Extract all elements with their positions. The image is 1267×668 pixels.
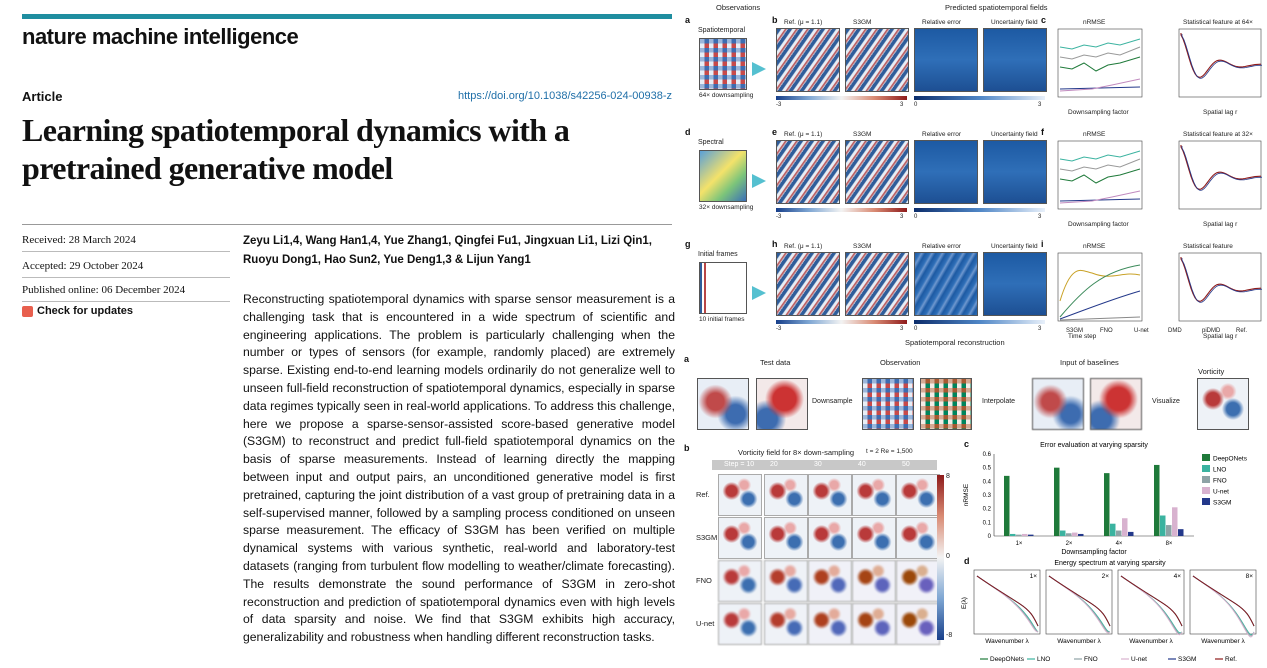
colorbar-tick: 0 [914, 102, 918, 108]
spectrum-xlabel: Wavenumber λ [1201, 638, 1245, 645]
colorbar-tick: 0 [914, 326, 918, 332]
field-panel [983, 252, 1047, 316]
arrow-visualize: Visualize [1152, 398, 1180, 405]
vorticity-cell [764, 474, 808, 516]
ref-stat-line [1181, 33, 1261, 77]
vorticity-cell [718, 517, 762, 559]
bar-chart-title: Error evaluation at varying sparsity [1040, 442, 1148, 449]
field-panel [914, 140, 978, 204]
observation-panel [699, 150, 747, 202]
spectrum-line [977, 576, 1038, 632]
vorticity-cell [808, 603, 852, 645]
step-label: Step = 10 [724, 461, 755, 468]
nrmse-title: nRMSE [1083, 131, 1106, 138]
spectrum-line [1049, 576, 1110, 626]
nrmse-title: nRMSE [1083, 19, 1106, 26]
cbar-tick-mid: 0 [946, 553, 950, 560]
fig2-letter-a: a [684, 354, 690, 364]
fig1-letter-e: e [772, 127, 778, 137]
legend-swatch [1202, 476, 1210, 483]
nrmse-series-line [1060, 317, 1140, 320]
colorbar-b [914, 208, 1045, 212]
stat-xlabel: Spatial lag r [1203, 109, 1238, 116]
spectrum-line [1121, 576, 1182, 626]
vorticity-cell [764, 517, 808, 559]
step-label: 20 [770, 461, 778, 468]
legend-item: Ref. [1236, 328, 1248, 334]
nrmse-series-line [1060, 270, 1140, 301]
vort-row-label: U-net [696, 619, 715, 628]
vorticity-cell [718, 603, 762, 645]
vorticity-cell [852, 474, 896, 516]
spectrum-panel-label: 1× [1029, 573, 1037, 580]
update-icon [22, 306, 33, 317]
field-panel-title: Ref. (μ = 1.1) [784, 131, 823, 138]
fig1-letter-c: c [1041, 15, 1047, 25]
bar [1178, 529, 1184, 536]
vorticity-cell [808, 517, 852, 559]
vorticity-cell [896, 603, 940, 645]
cbar-tick-bottom: -8 [946, 632, 953, 639]
x-tick-label: 2× [1065, 541, 1073, 547]
spectrum-line [1049, 576, 1110, 633]
fig1-header-right: Predicted spatiotemporal fields [945, 3, 1048, 12]
obs-label: Spatiotemporal [698, 27, 746, 34]
title-divider [22, 224, 672, 225]
stat-title: Statistical feature at 64× [1183, 19, 1253, 26]
bar [1028, 535, 1034, 536]
y-tick-label: 0.1 [982, 520, 991, 527]
nrmse-series-line [1060, 151, 1140, 161]
field-panel-title: Uncertainty field [991, 131, 1038, 138]
bar [1054, 468, 1060, 536]
field-panel [776, 252, 840, 316]
field-panel-title: Ref. (μ = 1.1) [784, 19, 823, 26]
fig1-letter-h: h [772, 239, 778, 249]
colorbar-tick: 3 [900, 102, 904, 108]
bar [1016, 535, 1022, 536]
bar [1154, 465, 1160, 536]
bar [1010, 534, 1016, 536]
bar [1060, 531, 1066, 536]
energy-spectrum-chart [960, 558, 1265, 666]
colorbar-tick: 3 [1038, 326, 1042, 332]
flow-arrow-icon [752, 286, 766, 300]
y-tick-label: 0.3 [982, 493, 991, 499]
cbar-tick-top: 8 [946, 473, 950, 480]
x-axis-label: Downsampling factor [1061, 549, 1127, 556]
spectrum-line [1193, 576, 1254, 635]
y-axis-label: nRMSE [963, 483, 970, 507]
step-label: 30 [814, 461, 822, 468]
spectrum-line [1049, 576, 1110, 626]
legend-item: FNO [1100, 328, 1113, 334]
observation-panel [699, 38, 747, 90]
y-tick-label: 0.2 [982, 506, 991, 513]
chart-xlabel: Downsampling factor [1068, 109, 1129, 116]
spectrum-line [977, 576, 1038, 632]
spectrum-line [1193, 576, 1254, 626]
author-list: Zeyu Li1,4, Wang Han1,4, Yue Zhang1, Qingfei Fu1, Jingxuan Li1, Lizi Qin1, Ruoyu Dong1, Hao Sun2, Yue Deng1,3 & Lijun Yang1 [243, 235, 652, 266]
chart-xlabel: Time step [1068, 333, 1097, 340]
spectrum-line [977, 576, 1038, 632]
legend-label: Ref. [1225, 656, 1237, 663]
chart-xlabel: Downsampling factor [1068, 221, 1129, 228]
spectrum-xlabel: Wavenumber λ [1129, 638, 1173, 645]
legend-label: S3GM [1178, 656, 1197, 663]
bar [1066, 533, 1072, 536]
obs-caption: 64× downsampling [699, 92, 754, 99]
field-panel-title: S3GM [853, 243, 872, 250]
legend-label: FNO [1213, 477, 1227, 485]
colorbar-tick: 3 [1038, 214, 1042, 220]
bar [1004, 476, 1010, 536]
nrmse-series-line [1060, 265, 1140, 317]
field-panel [983, 28, 1047, 92]
bar [1022, 534, 1028, 536]
flow-arrow-icon [752, 62, 766, 76]
y-tick-label: 0.5 [982, 465, 991, 472]
legend-label: LNO [1037, 656, 1051, 663]
spectrum-panel-label: 8× [1245, 573, 1253, 580]
vorticity-colorbar [937, 475, 944, 640]
spectrum-xlabel: Wavenumber λ [985, 638, 1029, 645]
check-updates-button[interactable] [22, 305, 133, 317]
flow-arrow-icon [752, 174, 766, 188]
vort-row-label: FNO [696, 576, 712, 585]
fig2-test-label: Test data [760, 358, 791, 367]
field-panel [845, 252, 909, 316]
test-u-field [697, 378, 749, 430]
bar [1122, 518, 1128, 536]
vorticity-cell [764, 603, 808, 645]
input-u-field [1032, 378, 1084, 430]
field-panel-title: S3GM [853, 19, 872, 26]
legend-label: S3GM [1213, 499, 1232, 507]
colorbar-tick: -3 [776, 214, 782, 220]
legend-label: DeepONets [990, 656, 1024, 663]
journal-name: nature machine intelligence [22, 24, 299, 49]
legend-swatch [1202, 498, 1210, 505]
spectrum-panel-label: 2× [1101, 573, 1109, 580]
statistical-feature-chart [1175, 251, 1263, 331]
fig2b-title: Vorticity field for 8× down-sampling [738, 448, 855, 457]
fig1-letter-f: f [1041, 127, 1044, 137]
statistical-feature-chart [1175, 27, 1263, 107]
ref-stat-line [1181, 257, 1261, 301]
obs-u-field [862, 378, 914, 430]
received-date: Received: 28 March 2024 [22, 229, 230, 252]
colorbar-b [914, 96, 1045, 100]
vorticity-cell [852, 603, 896, 645]
field-panel [776, 28, 840, 92]
legend-swatch [1202, 487, 1210, 494]
legend-label: U-net [1213, 488, 1229, 496]
step-label: 50 [902, 461, 910, 468]
accepted-date: Accepted: 29 October 2024 [22, 255, 230, 278]
ref-stat-line [1181, 145, 1261, 189]
obs-label: Spectral [698, 139, 724, 146]
colorbar-tick: 3 [900, 326, 904, 332]
doi-link[interactable]: https://doi.org/10.1038/s42256-024-00938-z [458, 90, 673, 102]
legend-item: DMD [1168, 328, 1182, 334]
x-tick-label: 1× [1015, 541, 1023, 547]
fig2b-subtitle: t = 2 Re = 1,500 [866, 448, 913, 455]
field-panel [983, 140, 1047, 204]
bar [1072, 533, 1078, 536]
field-panel-title: Relative error [922, 19, 962, 26]
nrmse-series-line [1060, 39, 1140, 49]
field-panel-title: Ref. (μ = 1.1) [784, 243, 823, 250]
chart-frame [1058, 253, 1142, 321]
fig2-letter-d: d [964, 556, 970, 566]
field-panel [914, 252, 978, 316]
bar [1172, 507, 1178, 536]
spectrum-line [1193, 576, 1254, 626]
spectrum-line [1121, 576, 1182, 634]
legend-item: piDMD [1202, 328, 1221, 334]
spectrum-line [1049, 576, 1110, 626]
bar [1116, 531, 1122, 536]
field-panel-title: Relative error [922, 243, 962, 250]
legend-item: U-net [1134, 328, 1149, 334]
vort-row-label: Ref. [696, 490, 710, 499]
spectrum-line [1121, 576, 1182, 635]
vorticity-cell [852, 560, 896, 602]
published-date: Published online: 06 December 2024 [22, 279, 230, 302]
fig1-letter-d: d [685, 127, 691, 137]
fig1-letter-b: b [772, 15, 778, 25]
legend-item: S3GM [1066, 328, 1084, 334]
check-updates-label: Check for updates [37, 305, 133, 317]
obs-label: Initial frames [698, 251, 738, 258]
article-title: Learning spatiotemporal dynamics with a pretrained generative model [22, 112, 570, 186]
field-panel-title: S3GM [853, 131, 872, 138]
bar [1166, 525, 1172, 536]
colorbar-rb [776, 208, 907, 212]
legend-label: U-net [1131, 656, 1147, 663]
legend-swatch [1202, 454, 1210, 461]
stat-xlabel: Spatial lag r [1203, 333, 1238, 340]
article-type: Article [22, 89, 63, 104]
colorbar-tick: 3 [1038, 102, 1042, 108]
obs-caption: 10 initial frames [699, 316, 745, 323]
observation-panel [699, 262, 747, 314]
y-tick-label: 0 [987, 534, 991, 540]
field-panel-title: Relative error [922, 131, 962, 138]
colorbar-tick: -3 [776, 102, 782, 108]
field-panel [776, 140, 840, 204]
colorbar-tick: 0 [914, 214, 918, 220]
spectrum-ylabel: E(λ) [961, 597, 968, 609]
legend-label: FNO [1084, 656, 1098, 663]
fig2-letter-c: c [964, 439, 970, 449]
spectrum-panel-label: 4× [1173, 573, 1181, 580]
field-panel-title: Uncertainty field [991, 243, 1038, 250]
vorticity-cell [896, 560, 940, 602]
stat-xlabel: Spatial lag r [1203, 221, 1238, 228]
field-panel [845, 140, 909, 204]
step-label: 40 [858, 461, 866, 468]
vorticity-field [1197, 378, 1249, 430]
arrow-interpolate: Interpolate [982, 398, 1016, 405]
nrmse-line-chart [1052, 251, 1144, 331]
nrmse-series-line [1060, 291, 1140, 319]
x-tick-label: 8× [1165, 541, 1173, 547]
nrmse-title: nRMSE [1083, 243, 1106, 250]
vorticity-cell [764, 560, 808, 602]
bar [1128, 532, 1134, 536]
field-panel [914, 28, 978, 92]
field-panel-title: Uncertainty field [991, 19, 1038, 26]
colorbar-tick: -3 [776, 326, 782, 332]
nrmse-line-chart [1052, 139, 1144, 219]
fig2-vort-label: Vorticity [1198, 367, 1225, 376]
bar [1104, 473, 1110, 536]
statistical-feature-chart [1175, 139, 1263, 219]
fig2-letter-b: b [684, 443, 690, 453]
test-v-field [756, 378, 808, 430]
arrow-downsample: Downsample [812, 398, 853, 405]
fig1-letter-g: g [685, 239, 691, 249]
stat-title: Statistical feature at 32× [1183, 131, 1253, 138]
error-bar-chart [960, 440, 1260, 558]
spectrum-line [1193, 576, 1254, 626]
stat-title: Statistical feature [1183, 243, 1233, 250]
fig1-bottom-caption: Spatiotemporal reconstruction [905, 338, 1005, 347]
bar [1160, 516, 1166, 537]
fig2-obs-label: Observation [880, 358, 921, 367]
colorbar-tick: 3 [900, 214, 904, 220]
vorticity-cell [896, 517, 940, 559]
fig1-header-left: Observations [716, 3, 761, 12]
fig2-input-label: Input of baselines [1060, 358, 1119, 367]
colorbar-rb [776, 320, 907, 324]
vorticity-cell [718, 560, 762, 602]
fig1-letter-a: a [685, 15, 691, 25]
vorticity-cell [718, 474, 762, 516]
abstract: Reconstructing spatiotemporal dynamics with sparse sensor measurement is a challenging task that is encountered in a wide spectrum of scientific and engineering applications. The problem is particularly challenging when the number or types of sensors (for example, randomly placed) are extremely sparse. Existing end-to-end learning models ordinarily do not generalize well to unseen full-field reconstruction of spatiotemporal dynamics, especially in sparse data regimes typically seen in real-world applications. To address this challenge, here we propose a sparse-sensor-assisted score-based generative model (S3GM) to reconstruct and predict full-field spatiotemporal dynamics on the basis of sparse measurements. Instead of learning directly the mapping between input and output pairs, an unconditioned generative model is first pretrained, capturing the joint distribution of a vast group of pretraining data in a self-supervised manner, followed by a sampling process conditioned on unseen sparse measurement. The efficacy of S3GM has been verified on multiple dynamical systems with various synthetic, real-world and laboratory-test datasets (ranging from turbulent flow modelling to weather/climate forecasting). The results demonstrate the sound performance of S3GM in zero-shot reconstruction and prediction of spatiotemporal dynamics even with high levels of data sparsity and noise. We find that S3GM exhibits high accuracy, generalizability and robustness when handling different reconstruction tasks. [243, 292, 675, 645]
obs-v-field [920, 378, 972, 430]
colorbar-rb [776, 96, 907, 100]
fig1-letter-i: i [1041, 239, 1044, 249]
legend-swatch [1202, 465, 1210, 472]
vort-row-label: S3GM [696, 533, 718, 542]
spectrum-line [1121, 576, 1182, 626]
x-tick-label: 4× [1115, 541, 1123, 547]
spectrum-xlabel: Wavenumber λ [1057, 638, 1101, 645]
input-v-field [1090, 378, 1142, 430]
vorticity-cell [808, 560, 852, 602]
spectrum-line [1121, 576, 1182, 626]
vorticity-cell [896, 474, 940, 516]
colorbar-b [914, 320, 1045, 324]
field-panel [845, 28, 909, 92]
bar [1078, 534, 1084, 536]
legend-label: DeepONets [1213, 455, 1247, 463]
y-tick-label: 0.6 [982, 452, 991, 458]
legend-label: LNO [1213, 466, 1227, 474]
vorticity-cell [852, 517, 896, 559]
journal-top-bar [22, 14, 672, 19]
spectrum-title: Energy spectrum at varying sparsity [1054, 560, 1166, 567]
obs-caption: 32× downsampling [699, 204, 754, 211]
y-tick-label: 0.4 [982, 479, 991, 486]
nrmse-line-chart [1052, 27, 1144, 107]
vorticity-cell [808, 474, 852, 516]
bar [1110, 524, 1116, 536]
